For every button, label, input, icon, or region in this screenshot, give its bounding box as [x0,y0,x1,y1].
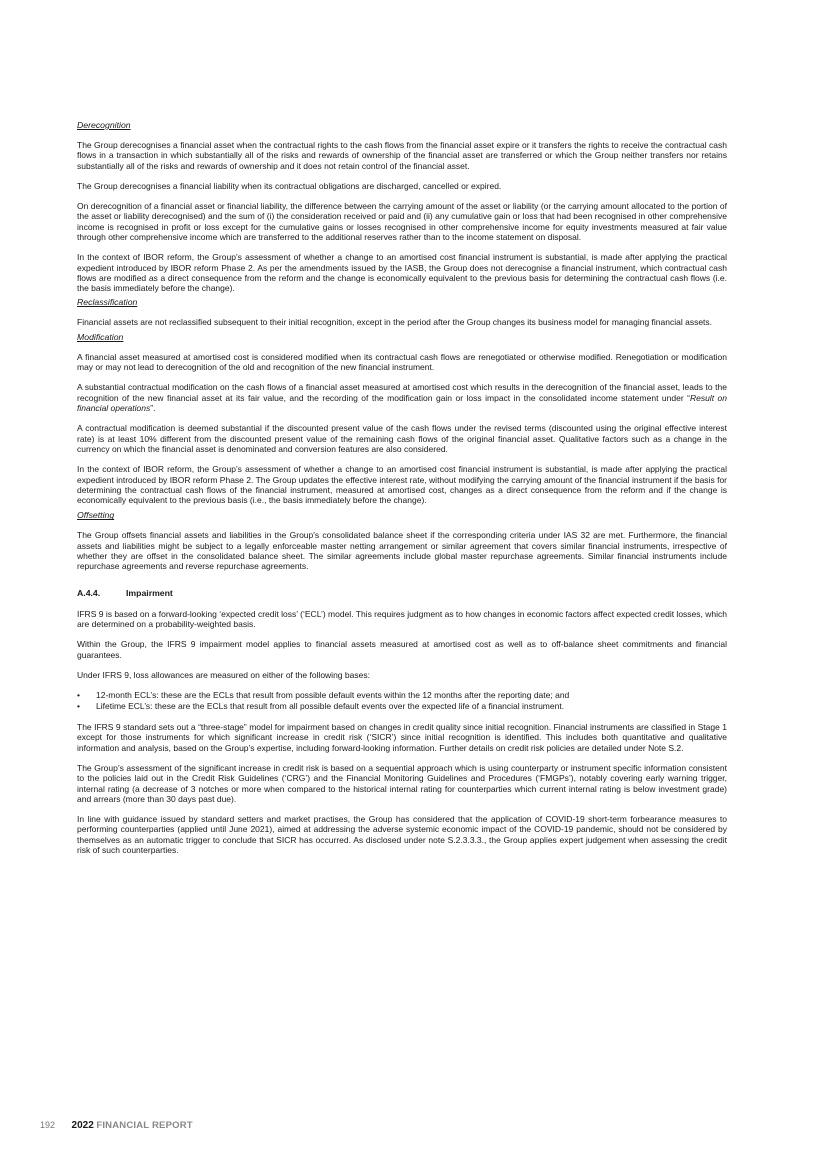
list-item-text: Lifetime ECL’s: these are the ECLs that result from all possible default events over the expected life of a financial instrument. [96,701,565,712]
paragraph: Under IFRS 9, loss allowances are measured on either of the following bases: [77,669,370,680]
paragraph: A financial asset measured at amortised cost is considered modified when its contractual cash flows are renegotiated or otherwise modified. Renegotiation or modification may or may not lead to derecognition of the old and recognition of the new financial instrument. [77,351,727,373]
paragraph: IFRS 9 is based on a forward-looking ‘expected credit loss’ (‘ECL’) model. This requires judgment as to how changes in economic factors affect expected credit losses, which are determined on a probability-weighted basis. [77,608,727,629]
report-year: 2022 [71,1120,94,1131]
impairment-heading [77,588,727,599]
paragraph: Within the Group, the IFRS 9 impairment model applies to financial assets measured at amortised cost as well as to off-balance sheet commitments and financial guarantees. [77,639,727,660]
paragraph: In the context of IBOR reform, the Group’s assessment of whether a change to an amortised cost financial instrument is substantial, is made after applying the practical expedient introduced by IBOR reform Phase 2. The Group updates the effective interest rate, without modifying the carrying amount of the financial instrument if the basis for determining the contractual cash flows of the financial instrument, measured at amortised cost, changes as a direct consequence from the reform and if the change is economically equivalent to the previous basis (i.e., the basis immediately before the change). [77,464,727,506]
list-item [77,701,727,712]
paragraph: The Group offsets financial assets and liabilities in the Group's consolidated balance sheet if the corresponding criteria under IAS 32 are met. Furthermore, the financial assets and liabilities might be subject to a legally enforceable master netting arrangement or similar agreement that covers similar financial instruments, irrespective of whether they are offset in the consolidated balance sheet. The similar agreements include global master repurchase agreements. Similar financial instruments include repurchase agreements and reverse repurchase agreements. [77,530,727,572]
paragraph: In the context of IBOR reform, the Group’s assessment of whether a change to an amortised cost financial instrument is substantial, is made after applying the practical expedient introduced by IBOR reform Phase 2. As per the amendments issued by the IASB, the Group does not derecognise a financial instrument, which contractual cash flows are modified as a direct consequence from the reform and the change is economically equivalent to the previous basis for determining the contractual cash flows (i.e. the basis immediately before the change). [77,252,727,294]
text-span: A substantial contractual modification on the cash flows of a financial asset measured at amortised cost which results in the derecognition of the financial asset, leads to the recognition of the new financial asset at its fair value, and the recording of the modification gain or loss impact in the consolidated income statement under “ [77,382,727,403]
section-number: A.4.4. [77,587,101,598]
paragraph: In line with guidance issued by standard setters and market practises, the Group has considered that the application of COVID-19 short-term forbearance measures to performing counterparties (applied until June 2021), aimed at addressing the adverse systemic economic impact of the COVID-19 pandemic, should not be considered by themselves as an automatic trigger to conclude that SICR has occurred. As disclosed under note S.2.3.3.3., the Group applies expert judgement when assessing the credit risk of such counterparties. [77,814,727,856]
paragraph: The Group derecognises a financial liability when its contractual obligations are discharged, cancelled or expired. [77,180,502,191]
offsetting-heading: Offsetting [77,510,115,521]
bullet-list [77,690,727,712]
document-body [77,120,727,865]
reclassification-heading: Reclassification [77,296,138,307]
section-title: Impairment [126,587,173,598]
italic-term: Result on financial operations [77,392,727,414]
derecognition-heading: Derecognition [77,120,131,130]
bullet-icon: • [77,701,80,712]
paragraph: The Group derecognises a financial asset when the contractual rights to the cash flows from the financial asset expire or it transfers the rights to receive the contractual cash flows in a transaction in which substantially all of the risks and rewards of ownership of the financial asset are transferred or which the Group neither transfers nor retains substantially all of the risks and rewards of ownership and it does not retain control of the financial asset. [77,140,727,171]
text-span: ”. [150,403,156,414]
paragraph: On derecognition of a financial asset or financial liability, the difference between the carrying amount of the asset or liability (or the carrying amount allocated to the portion of the asset or liability derecognised) and the sum of (i) the consideration received or paid and (ii) any cumulative gain or loss that had been recognised in other comprehensive income is recognised in profit or loss except for the cumulative gains or losses recognised in other comprehensive income for equity investments measured at fair value through other comprehensive income which are transferred to the additional reserves rather than to the income statement on disposal. [77,201,727,243]
modification-heading: Modification [77,331,124,342]
list-item-text: 12-month ECL’s: these are the ECLs that result from possible default events within the 12 months after the reporting date; and [96,690,570,701]
page-number: 192 [40,1120,56,1130]
report-title: FINANCIAL REPORT [96,1120,193,1131]
paragraph: Financial assets are not reclassified subsequent to their initial recognition, except in the period after the Group changes its business model for managing financial assets. [77,316,713,327]
list-item [77,690,727,701]
paragraph: The Group’s assessment of the significant increase in credit risk is based on a sequential approach which is using counterparty or instrument specific information consistent to the policies laid out in the Credit Risk Guidelines (‘CRG’) and the Financial Monitoring Guidelines and Procedures (‘FMGPs’), notably covering early warning trigger, internal rating (a decrease of 3 notches or more when compared to the historical internal rating for counterparties which current internal rating is below investment grade) and arrears (more than 30 days past due). [77,762,727,804]
page-footer [40,1120,193,1131]
bullet-icon: • [77,690,80,701]
paragraph: The IFRS 9 standard sets out a “three-stage” model for impairment based on changes in credit quality since initial recognition. Financial instruments are classified in Stage 1 except for those instruments for which significant increase in credit risk (‘SICR’) since initial recognition is identified. This includes both quantitative and qualitative information and analysis, based on the Group’s expertise, including forward-looking information. Further details on credit risk policies are detailed under Note S.2. [77,722,727,753]
paragraph: A contractual modification is deemed substantial if the discounted present value of the cash flows under the revised terms (discounted using the original effective interest rate) is at least 10% different from the discounted present value of the remaining cash flows of the original financial asset. Qualitative factors such as a change in the currency on which the financial asset is denominated and conversion features are also considered. [77,423,727,454]
paragraph [77,382,727,413]
